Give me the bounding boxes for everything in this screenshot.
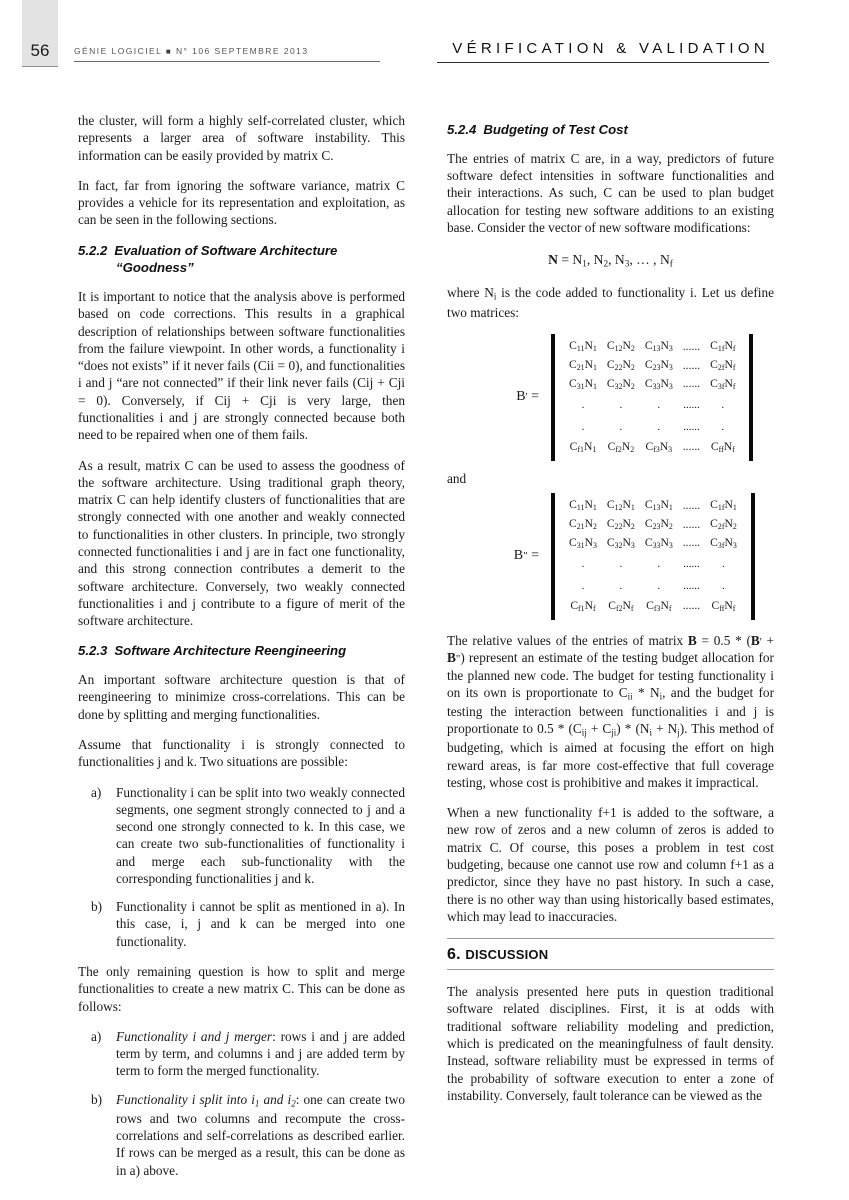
matrix-cell: ...... — [682, 440, 701, 454]
matrix-cell: . — [619, 558, 623, 571]
list-marker: b) — [91, 899, 103, 915]
matrix-cell: $C_{1f}N_f$ — [710, 339, 736, 354]
matrix-cell: $C_{11}N_1$ — [569, 339, 597, 354]
matrix-cell: . — [721, 421, 725, 434]
matrix-b-prime-table — [564, 338, 740, 457]
matrix-cell: $C_{12}N_2$ — [606, 339, 635, 354]
matrix-b-double-prime-label: B" = — [513, 548, 539, 564]
paragraph: When a new functionality f+1 is added to the software, a new row of zeros and a new column of zeros is added to matrix C. Of course, this poses a problem in test cost budgeting, because one cannot use row and column f+1 as a predictor, since they have no past history. In such a case, there is no other way than using historically based estimates, which may lead to inaccuracies. — [447, 805, 774, 924]
matrix-cell: ...... — [683, 421, 700, 434]
matrix-cell: ...... — [683, 558, 700, 571]
section-number: 5.2.4 — [447, 122, 477, 137]
matrix-cell: . — [657, 421, 661, 434]
square-bullet-icon: ■ — [165, 47, 173, 56]
list-item-text: : one can create two rows and two columns and recompute the cross-correlations and self-correlations as described earlier. If rows can be merged as a result, this can be done as in a) above. — [116, 1091, 405, 1178]
running-header-left-rule — [74, 61, 380, 62]
equation-vector-n: $N = N_1$, $N_2$, $N_3$, … , $N_f$ — [548, 252, 673, 269]
section-title: Software Architecture Reengineering — [114, 643, 347, 659]
page-number: 56 — [30, 41, 50, 60]
matrix-cell: $C_{23}N_3$ — [644, 358, 673, 373]
list-item-emphasis: Functionality i and j merger — [116, 1028, 273, 1044]
paragraph: The analysis presented here puts in question traditional software related disciplines. First, it is at odds with traditional software reliability modeling and prediction, which is predicated on the meaningfulness of fault density. Instead, software reliability must be expressed in terms of the probability of software execution to enter a zone of instability. Conversely, fault tolerance can be viewed as the — [447, 984, 774, 1103]
matrix-b-double-prime-table — [564, 497, 742, 616]
matrix-cell: ...... — [682, 498, 701, 512]
matrix-cell: $C_{3f}N_3$ — [710, 535, 737, 550]
matrix-row — [564, 553, 742, 575]
paragraph: As a result, matrix C can be used to assess the goodness of the software architecture. Using traditional graph theory, matrix C can help identify clusters of functionalities that are strongly connected with one another and weakly connected to functionalities in other clusters. In principle, two strongly connected functionalities i and j are in fact one functionality, and this strong connection contributes a demerit to the software architecture. Conversely, two weakly connected functionalities i and j contribute to a figure of merit of the software architecture. — [78, 457, 405, 629]
list-item — [78, 1028, 405, 1080]
matrix-cell: ...... — [682, 599, 701, 613]
matrix-b-double-prime — [447, 493, 774, 620]
matrix-cell: ...... — [682, 377, 701, 391]
matrix-cell: $C_{ff}N_f$ — [710, 439, 735, 454]
matrix-cell: $C_{32}N_2$ — [606, 376, 635, 391]
lettered-list-situations — [78, 784, 405, 951]
list-item — [78, 1091, 405, 1179]
section-title: DISCUSSION — [465, 947, 549, 963]
section-title-line2: “Goodness” — [116, 260, 194, 276]
matrix-cell: ...... — [683, 580, 700, 593]
journal-issue: N° 106 SEPTEMBRE 2013 — [175, 46, 309, 56]
journal-name: GÉNIE LOGICIEL — [74, 46, 163, 56]
list-item-text: : rows i and j are added term by term, and columns i and j are added term by term to form the merged functionality. — [116, 1028, 406, 1079]
matrix-cell: $C_{f3}N_3$ — [645, 439, 673, 454]
matrix-row — [564, 597, 742, 616]
matrix-row — [564, 534, 742, 553]
matrix-cell: . — [657, 580, 661, 593]
matrix-row — [564, 497, 742, 516]
matrix-cell: $C_{1f}N_1$ — [710, 498, 737, 513]
matrix-cell: . — [619, 399, 623, 412]
matrix-cell: . — [721, 399, 725, 412]
matrix-cell: $C_{ff}N_f$ — [711, 598, 736, 613]
paragraph: It is important to notice that the analysis above is performed based on code corrections. This results in a graphical description of relationships between software functionalities from the failure viewpoint. In other words, a functionality i “does not exists” if it never fails (Cii = 0), and functionalities i and j “are not connected” if their link never fails (Cij + Cji = 0). Conversely, if Cij + Cji is very large, then functionalities i and j are strongly connected because both need to be repaired when one of them fails. — [78, 289, 405, 443]
paragraph: The relative values of the entries of matrix B = 0.5 * (B' + B") represent an estimate of the testing budget allocation for the planned new code. The budget for testing functionality i on its own is proportionate to $C_{ii} * N_i$, and the budget for testing the interaction between functionalities i and j is proportionate to $0.5 * (C_{ij} + C_{ji}) * (N_i + N_j)$. This method of budgeting, which is aimed at focusing the effort on high reward areas, is far more cost-effective that full coverage testing, whose cost is prohibitive and makes it impractical. — [447, 632, 775, 790]
section-number: 5.2.2 — [78, 242, 108, 258]
paragraph: The only remaining question is how to split and merge functionalities to create a new matrix C. This can be done as follows: — [78, 964, 405, 1014]
matrix-cell: . — [657, 558, 661, 571]
matrix-cell: $C_{2f}N_f$ — [710, 358, 736, 373]
matrix-cell: ...... — [683, 399, 700, 412]
matrix-cell: $C_{2f}N_2$ — [710, 517, 737, 532]
matrix-row — [564, 575, 742, 597]
section-heading-5-2-4 — [447, 121, 774, 139]
paragraph: Assume that functionality i is strongly connected to functionalities j and k. Two situations are possible: — [78, 736, 405, 770]
list-item-text: Functionality i cannot be split as mentioned in a). In this case, i, j and k can be merged into one functionality. — [116, 899, 405, 949]
section-heading-5-2-2 — [78, 242, 405, 277]
matrix-cell: ...... — [682, 517, 701, 531]
section-heading-5-2-3 — [78, 642, 405, 660]
matrix-cell: ...... — [682, 536, 701, 550]
section-title-line1: Evaluation of Software Architecture — [114, 242, 338, 258]
matrix-cell: $C_{33}N_3$ — [644, 376, 673, 391]
section-number: 6. — [447, 946, 466, 964]
matrix-cell: . — [722, 558, 725, 571]
matrix-brackets — [551, 493, 755, 620]
matrix-row — [564, 338, 740, 357]
matrix-brackets — [551, 334, 753, 461]
matrix-cell: . — [581, 558, 585, 571]
list-item — [78, 898, 405, 950]
matrix-cell: $C_{f2}N_2$ — [607, 439, 635, 454]
paragraph: where $N_i$ is the code added to functionality i. Let us define two matrices: — [447, 285, 774, 320]
section-title: Budgeting of Test Cost — [483, 122, 628, 137]
matrix-b-prime — [447, 334, 774, 461]
page-number-rule — [22, 66, 58, 67]
matrix-row — [564, 438, 740, 457]
running-header-right-rule — [437, 62, 769, 63]
matrix-row — [564, 357, 740, 376]
matrix-cell: $C_{21}N_1$ — [569, 358, 597, 373]
matrix-cell: . — [657, 399, 661, 412]
matrix-cell: . — [619, 580, 623, 593]
section-number: 5.2.3 — [78, 643, 108, 659]
matrix-cell: $C_{13}N_3$ — [644, 339, 673, 354]
matrix-cell: $C_{33}N_3$ — [644, 535, 673, 550]
list-marker: a) — [91, 1028, 102, 1044]
matrix-b-prime-label: B' = — [516, 389, 539, 405]
matrix-cell: $C_{32}N_3$ — [606, 535, 635, 550]
matrix-cell: . — [619, 421, 623, 434]
list-item — [78, 784, 405, 888]
matrix-cell: $C_{31}N_1$ — [569, 376, 597, 391]
paragraph: the cluster, will form a highly self-correlated cluster, which represents a larger area of software instability. This information can be easily provided by matrix C. — [78, 113, 405, 163]
lettered-list-operations — [78, 1028, 405, 1179]
matrix-cell: $C_{22}N_2$ — [606, 358, 635, 373]
matrix-cell: . — [581, 580, 585, 593]
list-item-emphasis-mid: and i — [259, 1091, 292, 1107]
matrix-cell: $C_{31}N_3$ — [569, 535, 597, 550]
matrix-cell: $C_{3f}N_f$ — [710, 376, 736, 391]
matrix-cell: ...... — [682, 358, 701, 372]
matrix-cell: $C_{f2}N_f$ — [608, 598, 634, 613]
matrix-row — [564, 416, 740, 438]
matrix-cell: ...... — [682, 339, 701, 353]
matrix-cell: $C_{f1}N_1$ — [569, 439, 597, 454]
matrix-cell: $C_{11}N_1$ — [569, 498, 597, 513]
list-item-subscript-2: 2 — [291, 1098, 296, 1109]
matrix-cell: $C_{f1}N_f$ — [570, 598, 596, 613]
matrix-cell: $C_{21}N_2$ — [569, 517, 597, 532]
running-header-section: VÉRIFICATION & VALIDATION — [452, 40, 769, 57]
running-header-journal — [74, 46, 309, 56]
matrix-cell: . — [722, 580, 725, 593]
matrix-cell: $C_{22}N_2$ — [606, 517, 635, 532]
matrix-cell: $C_{f3}N_f$ — [646, 598, 672, 613]
matrix-cell: . — [581, 421, 585, 434]
matrix-cell: . — [581, 399, 585, 412]
matrix-cell: $C_{13}N_1$ — [644, 498, 673, 513]
matrix-row — [564, 394, 740, 416]
matrix-cell: $C_{23}N_2$ — [644, 517, 673, 532]
paragraph: The entries of matrix C are, in a way, predictors of future software defect intensities in software functionalities and their interactions. As such, C can be used to plan budget allocation for testing new software additions to an existing base. Consider the vector of new software modifications: — [447, 150, 774, 235]
list-item-subscript-1: 1 — [254, 1098, 260, 1109]
matrix-row — [564, 516, 742, 535]
section-heading-6-discussion — [447, 938, 774, 970]
paragraph: In fact, far from ignoring the software variance, matrix C provides a vehicle for its representation and exploitation, as can be seen in the following sections. — [78, 177, 405, 228]
list-item-emphasis-pre: Functionality i split into i — [116, 1091, 255, 1107]
matrix-row — [564, 375, 740, 394]
list-marker: b) — [91, 1091, 103, 1107]
left-column — [78, 112, 405, 1192]
right-column — [447, 112, 774, 1117]
connector-and: and — [447, 470, 467, 486]
matrix-cell: $C_{12}N_1$ — [606, 498, 635, 513]
list-item-text: Functionality i can be split into two weakly connected segments, one segment strongly connected to j and a second one strongly connected to k. In this case, we can create two sub-functionalities of functionality i and merge each sub-functionality with the corresponding functionalities j and k. — [116, 784, 405, 886]
list-marker: a) — [91, 784, 102, 800]
paragraph: An important software architecture question is that of reengineering to minimize cross-correlations. This can be done by splitting and merging functionalities. — [78, 672, 405, 722]
